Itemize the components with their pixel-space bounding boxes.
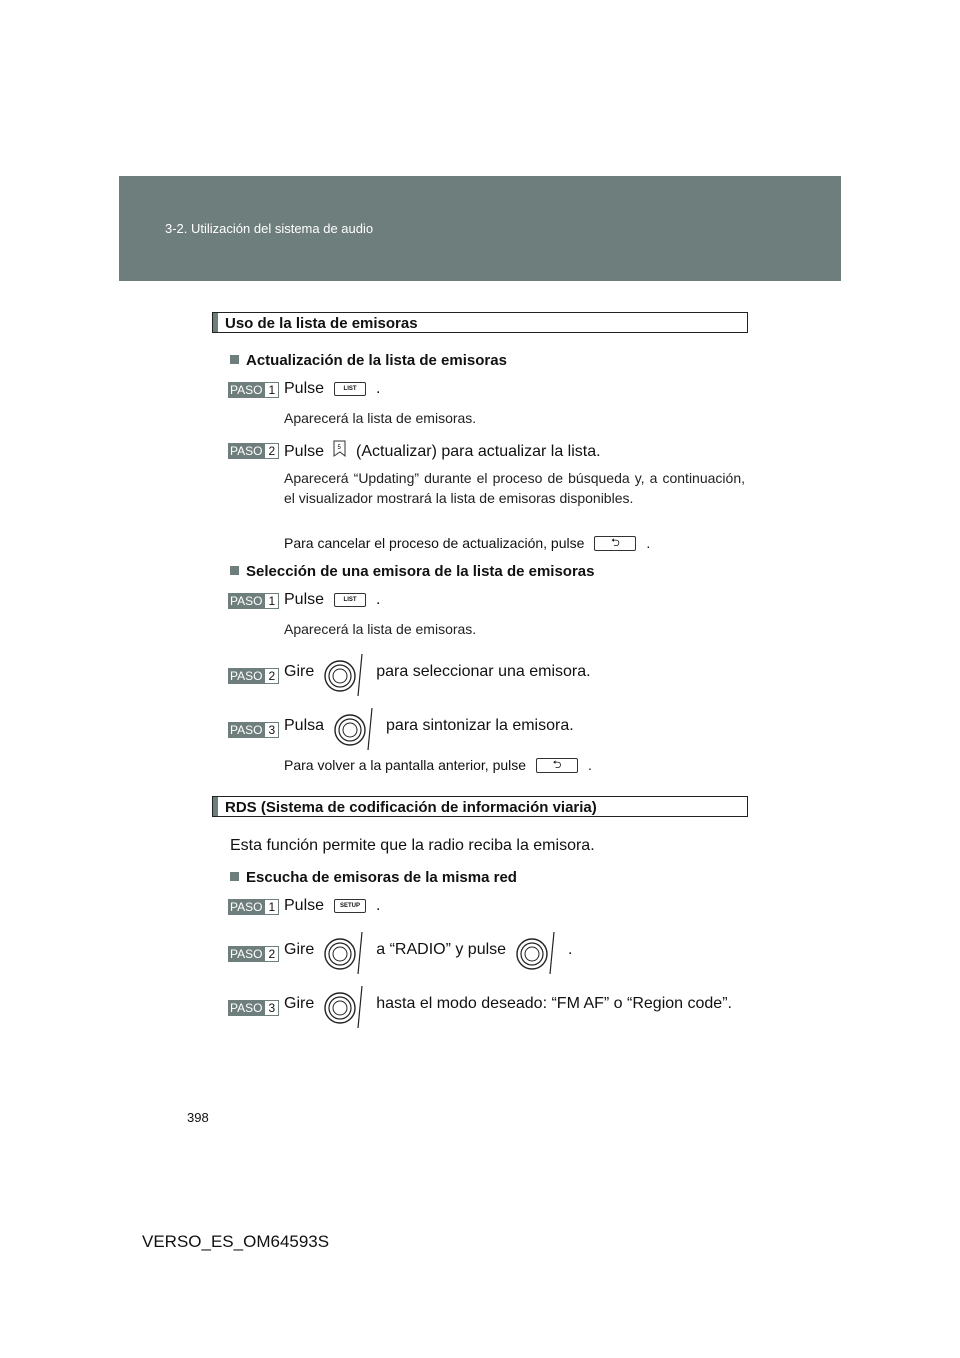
step-text-post: . <box>376 897 381 914</box>
step-text <box>284 652 591 692</box>
step-note <box>284 757 592 773</box>
step-label: PASO <box>230 900 263 914</box>
subheading-text: Actualización de la lista de emisoras <box>246 352 507 369</box>
step-text-pre: Gire <box>284 941 315 958</box>
step-badge <box>228 899 279 915</box>
step-text <box>284 897 380 915</box>
step-label: PASO <box>230 444 263 458</box>
step-text-mid: a “RADIO” y pulse <box>376 941 507 958</box>
subheading-text: Escucha de emisoras de la misma red <box>246 869 517 886</box>
document-code: VERSO_ES_OM64593S <box>142 1232 330 1251</box>
step-text <box>284 706 574 746</box>
step-number: 2 <box>264 668 279 684</box>
step-badge <box>228 382 279 398</box>
step-text-post: . <box>568 941 573 958</box>
step-number: 1 <box>264 593 279 609</box>
step-label: PASO <box>230 383 263 397</box>
update-button-icon <box>332 440 348 463</box>
step-text-pre: Pulse <box>284 591 325 608</box>
back-button-icon: ⮌ <box>594 536 636 551</box>
step-note: Aparecerá la lista de emisoras. <box>284 410 477 426</box>
note-text-pre: Para volver a la pantalla anterior, pulse <box>284 757 527 773</box>
step-label: PASO <box>230 1001 263 1015</box>
step-text-pre: Gire <box>284 663 315 680</box>
step-number: 2 <box>264 946 279 962</box>
step-note: Aparecerá la lista de emisoras. <box>284 621 477 637</box>
step-number: 3 <box>264 722 279 738</box>
step-text-post: para sintonizar la emisora. <box>386 717 574 734</box>
back-button-icon: ⮌ <box>536 758 578 773</box>
subheading <box>230 352 507 369</box>
step-note: Aparecerá “Updating” durante el proceso de búsqueda y, a continuación, el visualizador mostrará la lista de emisoras disponibles. <box>284 470 745 506</box>
step-text <box>284 380 380 398</box>
tune-knob-icon <box>320 930 370 970</box>
subheading-text: Selección de una emisora de la lista de emisoras <box>246 563 595 580</box>
list-button-icon: LIST <box>334 593 366 607</box>
step-text-pre: Pulse <box>284 442 325 460</box>
setup-button-icon: SETUP <box>334 899 366 913</box>
step-badge <box>228 443 279 459</box>
step-text-pre: Gire <box>284 995 315 1012</box>
step-note <box>284 535 650 551</box>
square-bullet-icon <box>230 355 239 364</box>
step-text-post: . <box>376 380 381 397</box>
step-text <box>284 440 601 463</box>
step-number: 2 <box>264 443 279 459</box>
step-text-pre: Pulse <box>284 897 325 914</box>
step-badge <box>228 946 279 962</box>
section-title-bar <box>213 313 218 332</box>
step-badge <box>228 1000 279 1016</box>
step-label: PASO <box>230 947 263 961</box>
step-badge <box>228 668 279 684</box>
step-text-pre: Pulse <box>284 380 325 397</box>
step-text-post: (Actualizar) para actualizar la lista. <box>356 442 601 460</box>
step-text-post: hasta el modo deseado: “FM AF” o “Region code”. <box>376 995 732 1012</box>
section-title: RDS (Sistema de codificación de información viaria) <box>225 799 597 816</box>
section-title-bar <box>213 797 218 816</box>
intro-text: Esta función permite que la radio reciba la emisora. <box>230 837 595 854</box>
step-badge <box>228 722 279 738</box>
step-label: PASO <box>230 594 263 608</box>
update-icon-label: 5 <box>337 445 341 451</box>
step-text-pre: Pulsa <box>284 717 325 734</box>
section-title-box <box>212 796 748 817</box>
note-text-post: . <box>588 757 592 773</box>
step-label: PASO <box>230 723 263 737</box>
step-label: PASO <box>230 669 263 683</box>
step-text-post: . <box>376 591 381 608</box>
step-badge <box>228 593 279 609</box>
list-button-icon: LIST <box>334 382 366 396</box>
subheading <box>230 869 517 886</box>
step-number: 1 <box>264 382 279 398</box>
step-number: 1 <box>264 899 279 915</box>
tune-knob-icon <box>320 984 370 1024</box>
note-text-pre: Para cancelar el proceso de actualización, pulse <box>284 535 585 551</box>
step-text <box>284 984 732 1024</box>
step-text <box>284 591 380 609</box>
note-text-post: . <box>646 535 651 551</box>
section-header: 3-2. Utilización del sistema de audio <box>165 221 374 236</box>
square-bullet-icon <box>230 566 239 575</box>
tune-knob-icon <box>330 706 380 746</box>
square-bullet-icon <box>230 872 239 881</box>
tune-knob-icon <box>320 652 370 692</box>
page-number: 398 <box>187 1110 209 1125</box>
step-text-post: para seleccionar una emisora. <box>376 663 591 680</box>
tune-knob-icon <box>512 930 562 970</box>
step-text <box>284 930 573 970</box>
subheading <box>230 563 595 580</box>
section-title: Uso de la lista de emisoras <box>225 315 418 332</box>
section-title-box <box>212 312 748 333</box>
step-number: 3 <box>264 1000 279 1016</box>
